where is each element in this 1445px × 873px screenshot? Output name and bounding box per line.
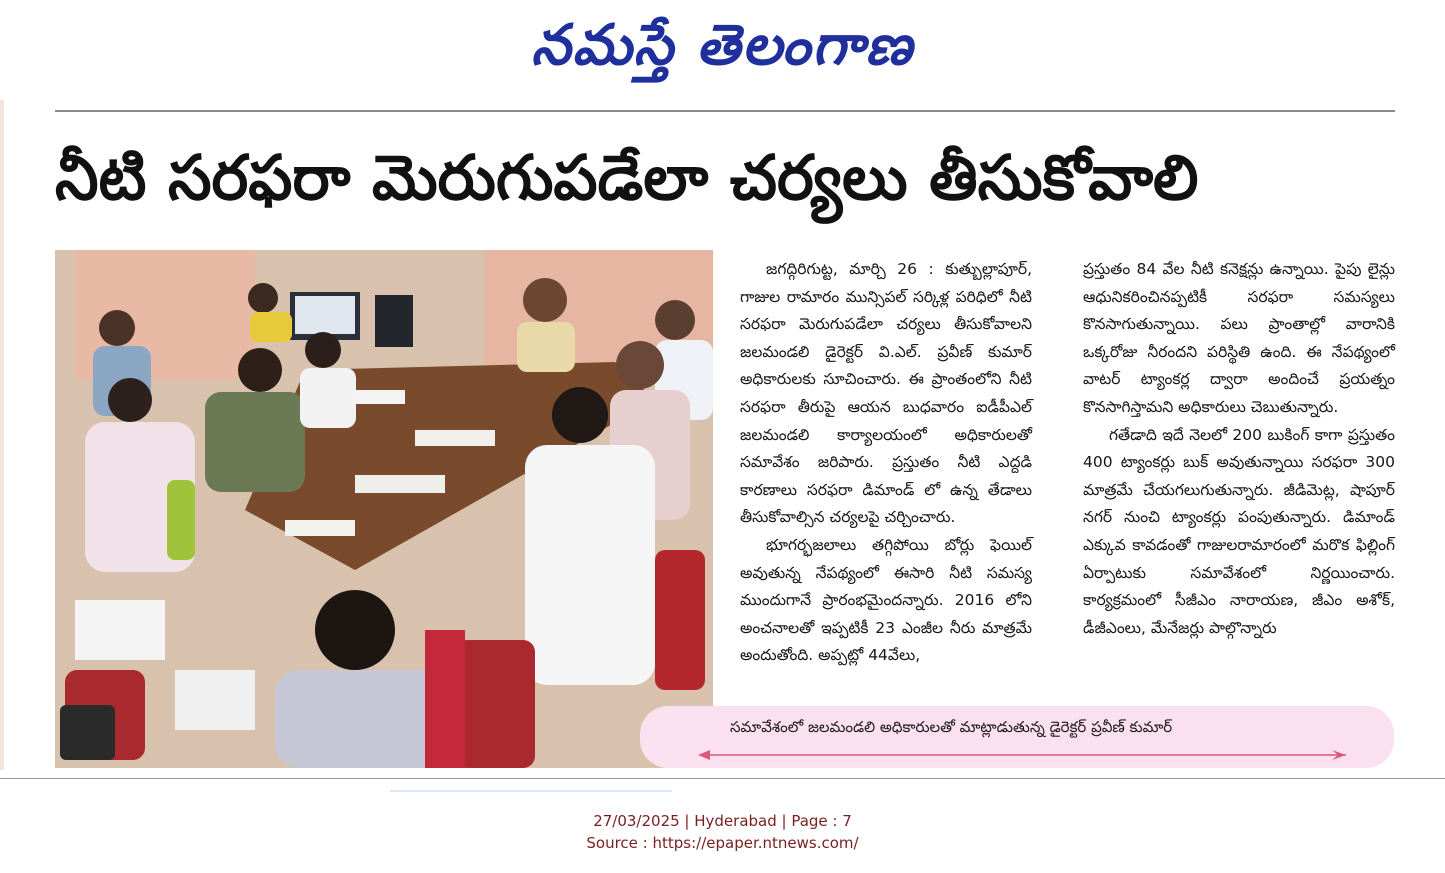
photo-person-head xyxy=(248,283,278,313)
article-headline: నీటి సరఫరా మెరుగుపడేలా చర్యలు తీసుకోవాలి xyxy=(55,141,1199,214)
article-paragraph: జగద్గిరిగుట్ట, మార్చి 26 : కుత్బుల్లాపూర్, గాజుల రామారం మున్సిపల్ సర్కిళ్ల పరిధిలో నీటి సరఫరా మెరుగుపడేలా చర్యలు తీసుకోవాలని జలమండలి డైరెక్టర్ వి.ఎల్. ప్రవీణ్ కుమార్ అధికారులకు సూచించారు. ఈ ప్రాంతంలోని నీటి సరఫరా తీరుపై ఆయన బుధవారం ఐడీపీఎల్ జలమండలి కార్యాలయంలో అధికారులతో సమావేశం జరిపారు. ప్రస్తుతం నీటి ఎద్దడి కారణాలు సరఫరా డిమాండ్ లో ఉన్న తేడాలు తీసుకోవాల్సిన చర్యలపై చర్చించారు. xyxy=(740,260,1032,527)
photo-cpu-tower xyxy=(375,295,413,347)
photo-chair xyxy=(455,640,535,768)
photo-papers xyxy=(355,475,445,493)
photo-person-head xyxy=(315,590,395,670)
article-column-2 xyxy=(1083,256,1395,642)
photo-person-head xyxy=(108,378,152,422)
photo-person-head xyxy=(238,348,282,392)
photo-phone xyxy=(60,705,115,760)
photo-person-head xyxy=(305,332,341,368)
photo-person-body xyxy=(250,312,292,342)
photo-person-head xyxy=(552,387,608,443)
article-paragraph: గతేడాది ఇదే నెలలో 200 బుకింగ్ కాగా ప్రస్తుతం 400 ట్యాంకర్లు బుక్ అవుతున్నాయి సరఫరా 300 మాత్రమే చేయగలుగుతున్నారు. జీడిమెట్ల, షాపూర్ నగర్ నుంచి ట్యాంకర్లు పంపుతున్నారు. డిమాండ్ ఎక్కువ కావడంతో గాజులరామారంలో మరొక ఫిల్లింగ్ ఏర్పాటుకు సమావేశంలో నిర్ణయించారు. కార్యక్రమంలో సీజీఎం నారాయణ, జీఎం అశోక్, డీజీఎంలు, మేనేజర్లు పాల్గొన్నారు xyxy=(1083,425,1395,637)
photo-caption: సమావేశంలో జలమండలి అధికారులతో మాట్లాడుతున్న డైరెక్టర్ ప్రవీణ్ కుమార్ xyxy=(730,718,1173,736)
bottom-accent-line xyxy=(390,790,672,792)
article-column-1 xyxy=(740,256,1032,670)
photo-person-head xyxy=(655,300,695,340)
top-divider xyxy=(55,110,1395,112)
caption-arrow-icon xyxy=(696,748,1356,762)
photo-papers xyxy=(415,430,495,446)
photo-person-director-head xyxy=(523,278,567,322)
photo-monitor-screen xyxy=(295,296,355,334)
photo-caption-box xyxy=(640,706,1394,768)
photo-person-body xyxy=(275,670,445,768)
photo-person-head xyxy=(616,341,664,389)
page-edge xyxy=(0,100,4,770)
photo-person-head xyxy=(99,310,135,346)
photo-person-body xyxy=(300,368,356,428)
source-link[interactable]: Source : https://epaper.ntnews.com/ xyxy=(586,834,859,852)
photo-person-director-body xyxy=(517,322,575,372)
edition-info: 27/03/2025 | Hyderabad | Page : 7 xyxy=(593,812,852,830)
meeting-photo-illustration xyxy=(55,250,713,768)
article-paragraph: భూగర్భజలాలు తగ్గిపోయి బోర్లు ఫెయిల్ అవుతున్న నేపథ్యంలో ఈసారి నీటి సమస్య ముందుగానే ప్రారంభమైందన్నారు. 2016 లోని అంచనాలతో ఇప్పటికీ 23 ఎంజీల నీరు మాత్రమే అందుతోంది. అప్పట్లో 44వేలు, xyxy=(740,535,1032,665)
photo-water-bottle xyxy=(167,480,195,560)
photo-person-body xyxy=(205,392,305,492)
photo-notebook xyxy=(75,600,165,660)
photo-papers xyxy=(285,520,355,536)
meeting-photo xyxy=(55,250,713,768)
photo-notebook xyxy=(175,670,255,730)
bottom-divider xyxy=(0,778,1445,779)
photo-chair xyxy=(655,550,705,690)
newspaper-masthead: నమస్తే తెలంగాణ xyxy=(531,13,914,78)
photo-person-scarf xyxy=(425,630,465,768)
photo-person-body xyxy=(525,445,655,685)
article-paragraph: ప్రస్తుతం 84 వేల నీటి కనెక్షన్లు ఉన్నాయి. పైపు లైన్లు ఆధునికరించినప్పటికీ సరఫరా సమస్యలు కొనసాగుతున్నాయి. పలు ప్రాంతాల్లో వారానికి ఒక్కరోజు నీరందని పరిస్థితి ఉంది. ఈ నేపథ్యంలో వాటర్ ట్యాంకర్ల ద్వారా అందించే ప్రయత్నం కొనసాగిస్తామని అధికారులు చెబుతున్నారు. xyxy=(1083,260,1395,416)
